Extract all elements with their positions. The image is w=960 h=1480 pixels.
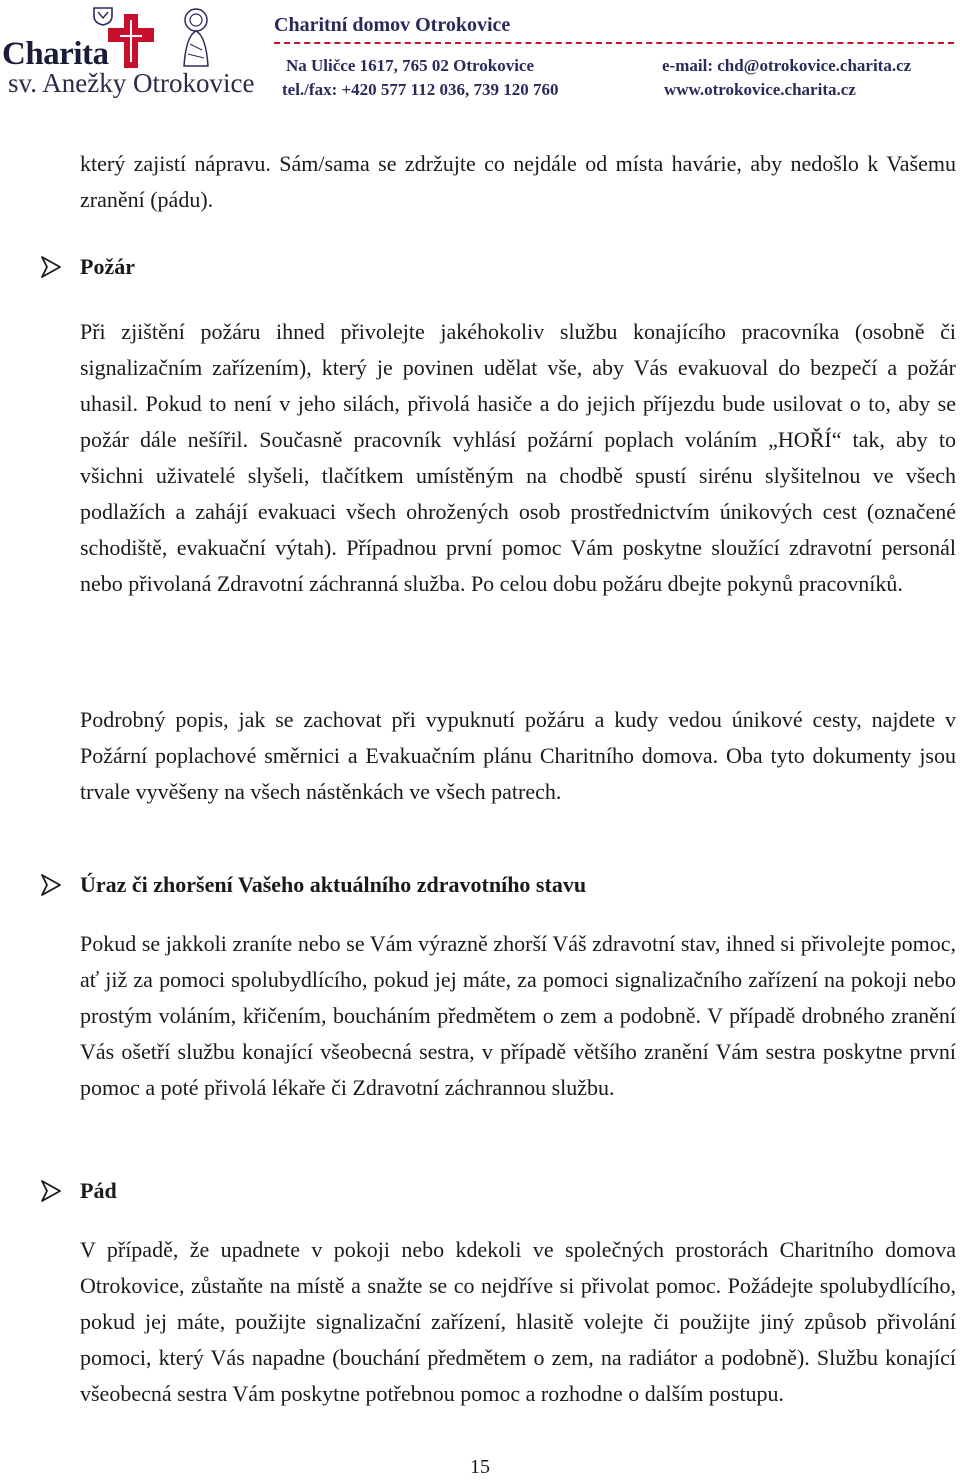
address: Na Uličce 1617, 765 02 Otrokovice [286,56,535,75]
website-link[interactable]: www.otrokovice.charita.cz [664,80,856,99]
cross-icon [106,12,156,70]
page-number: 15 [470,1456,490,1478]
section-heading-text: Požár [80,254,135,279]
phone: tel./fax: +420 577 112 036, 739 120 760 [282,80,559,99]
section-heading-fire [38,254,135,280]
arrowhead-bullet-icon [38,872,64,898]
letterhead [0,0,960,110]
organization-name: Charitní domov Otrokovice [274,14,511,36]
logo-subtitle: sv. Anežky Otrokovice [8,68,255,98]
section-heading-text: Úraz či zhoršení Vašeho aktuálního zdravotního stavu [80,872,587,897]
arrowhead-bullet-icon [38,1178,64,1204]
section-heading-text: Pád [80,1178,117,1203]
paragraph-fire-documents: Podrobný popis, jak se zachovat při vypuknutí požáru a kudy vedou únikové cesty, najdete v Požární poplachové směrnici a Evakuačním plánu Charitního domova. Oba tyto dokumenty jsou trvale vyvěšeny na všech nástěnkách ve všech patrech. [80,707,956,804]
arrowhead-bullet-icon [38,254,64,280]
section-heading-fall [38,1178,117,1204]
header-divider [274,42,954,44]
paragraph-fall: V případě, že upadnete v pokoji nebo kdekoli ve společných prostorách Charitního domova Otrokovice, zůstaňte na místě a snažte se co nejdříve si přivolat pomoc. Požádejte spolubydlícího, pokud jej máte, použijte signalizační zařízení, hlasitě volejte či použijte jiný způsob přivolání pomoci, který Vás napadne (bouchání předmětem o zem, na radiátor a podobně). Službu konající všeobecná sestra Vám poskytne potřebnou pomoc a rozhodne o dalším postupu. [80,1237,956,1406]
email-link[interactable]: e-mail: chd@otrokovice.charita.cz [662,56,912,75]
paragraph-fire-procedure: Při zjištění požáru ihned přivolejte jakéhokoliv službu konajícího pracovníka (osobně či signalizačním zařízením), který je povinen udělat vše, aby Vás evakuoval do bezpečí a požár uhasil. Pokud to není v jeho silách, přivolá hasiče a do jejich příjezdu bude usilovat o to, aby se požár dále nešířil. Současně pracovník vyhlásí požární poplach voláním „HOŘÍ“ tak, aby to všichni uživatelé slyšeli, tlačítkem umístěným na chodbě spustí sirénu slyšitelnou ve všech podlažích a zahájí evakuaci všech ohrožených osob prostřednictvím únikových cest (označené schodiště, evakuační výtah). Případnou první pomoc Vám poskytne sloužící zdravotní personál nebo přivolaná Zdravotní záchranná služba. Po celou dobu požáru dbejte pokynů pracovníků. [80,319,956,596]
paragraph-injury: Pokud se jakkoli zraníte nebo se Vám výrazně zhorší Váš zdravotní stav, ihned si přivolejte pomoc, ať již za pomoci spolubydlícího, pokud jej máte, za pomoci signalizačního zařízení na pokoji nebo prostým voláním, křičením, boucháním předmětem o zem a podobně. V případě drobného zranění Vás ošetří službu konající všeobecná sestra, v případě většího zranění Vám sestra poskytne první pomoc a poté přivolá lékaře či Zdravotní záchrannou službu. [80,931,956,1100]
logo-wordmark: Charita [2,36,109,72]
charita-logo [0,2,262,104]
section-heading-injury [38,872,586,898]
saint-figure-icon [170,6,222,68]
intro-paragraph: který zajistí nápravu. Sám/sama se zdržujte co nejdále od místa havárie, aby nedošlo k Vašemu zranění (pádu). [80,151,956,212]
